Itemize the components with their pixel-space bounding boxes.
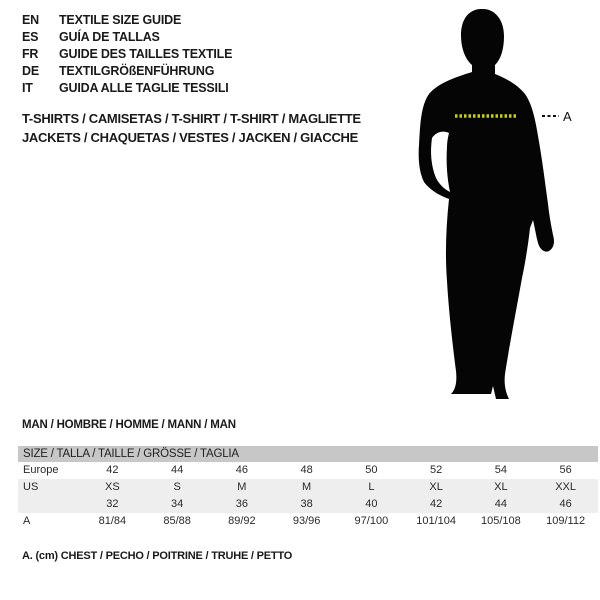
size-cell: XL bbox=[429, 481, 443, 493]
size-cell: 93/96 bbox=[292, 515, 321, 527]
size-cell: 34 bbox=[171, 498, 184, 510]
language-code: ES bbox=[22, 30, 39, 44]
size-cell: 97/100 bbox=[354, 515, 389, 527]
size-cell: 56 bbox=[559, 464, 572, 476]
language-row bbox=[22, 29, 232, 46]
language-list bbox=[22, 12, 232, 97]
language-label: GUÍA DE TALLAS bbox=[59, 30, 160, 44]
size-cell: 109/112 bbox=[546, 515, 586, 527]
size-cell: M bbox=[237, 481, 247, 493]
language-label: TEXTILE SIZE GUIDE bbox=[59, 13, 182, 27]
man-silhouette bbox=[419, 9, 554, 399]
footnote-chest-measure: A. (cm) CHEST / PECHO / POITRINE / TRUHE / PETTO bbox=[22, 550, 293, 562]
row-label: Europe bbox=[23, 464, 59, 476]
language-label: TEXTILGRÖßENFÜHRUNG bbox=[59, 64, 215, 78]
language-row bbox=[22, 80, 232, 97]
table-row-europe bbox=[18, 462, 598, 479]
language-row bbox=[22, 12, 232, 29]
language-code: FR bbox=[22, 47, 39, 61]
man-silhouette-svg bbox=[405, 6, 580, 402]
size-cell: 44 bbox=[171, 464, 184, 476]
size-cell: L bbox=[368, 481, 375, 493]
size-cell: XL bbox=[494, 481, 508, 493]
size-table-header: SIZE / TALLA / TAILLE / GRÖSSE / TAGLIA bbox=[18, 446, 598, 462]
size-cell: 54 bbox=[494, 464, 507, 476]
row-label: US bbox=[23, 481, 39, 493]
row-label: A bbox=[23, 515, 31, 527]
size-cell: 38 bbox=[300, 498, 313, 510]
measure-label-a: A bbox=[563, 109, 572, 124]
size-cell: S bbox=[173, 481, 181, 493]
language-code: IT bbox=[22, 81, 33, 95]
size-cell: M bbox=[302, 481, 312, 493]
size-cell: 40 bbox=[365, 498, 378, 510]
table-row-us bbox=[18, 479, 598, 496]
language-label: GUIDE DES TAILLES TEXTILE bbox=[59, 47, 233, 61]
size-cell: XXL bbox=[555, 481, 577, 493]
language-row bbox=[22, 63, 232, 80]
size-cell: 46 bbox=[235, 464, 248, 476]
table-row-chest-a bbox=[18, 513, 598, 530]
table-row-uk bbox=[18, 496, 598, 513]
size-cell: 52 bbox=[430, 464, 443, 476]
size-cell: 50 bbox=[365, 464, 378, 476]
size-cell: 89/92 bbox=[228, 515, 256, 527]
garment-line-jackets: JACKETS / CHAQUETAS / VESTES / JACKEN / GIACCHE bbox=[22, 130, 358, 145]
size-cell: 105/108 bbox=[480, 515, 521, 527]
size-cell: 101/104 bbox=[416, 515, 456, 527]
row-label bbox=[18, 496, 80, 513]
size-cell: 44 bbox=[494, 498, 507, 510]
size-cell: XS bbox=[105, 481, 120, 493]
language-code: EN bbox=[22, 13, 39, 27]
size-cell: 81/84 bbox=[98, 515, 127, 527]
size-figure bbox=[405, 6, 580, 402]
size-cell: 48 bbox=[300, 464, 313, 476]
garment-line-tshirts: T-SHIRTS / CAMISETAS / T-SHIRT / T-SHIRT / MAGLIETTE bbox=[22, 111, 361, 126]
size-cell: 42 bbox=[106, 464, 119, 476]
garment-type-lines bbox=[22, 109, 361, 147]
language-code: DE bbox=[22, 64, 39, 78]
language-row bbox=[22, 46, 232, 63]
size-table bbox=[18, 446, 598, 530]
section-title-man: MAN / HOMBRE / HOMME / MANN / MAN bbox=[22, 419, 236, 431]
size-cell: 46 bbox=[559, 498, 572, 510]
size-cell: 32 bbox=[106, 498, 119, 510]
size-cell: 85/88 bbox=[163, 515, 191, 527]
size-cell: 36 bbox=[235, 498, 248, 510]
size-cell: 42 bbox=[430, 498, 443, 510]
language-label: GUIDA ALLE TAGLIE TESSILI bbox=[59, 81, 229, 95]
